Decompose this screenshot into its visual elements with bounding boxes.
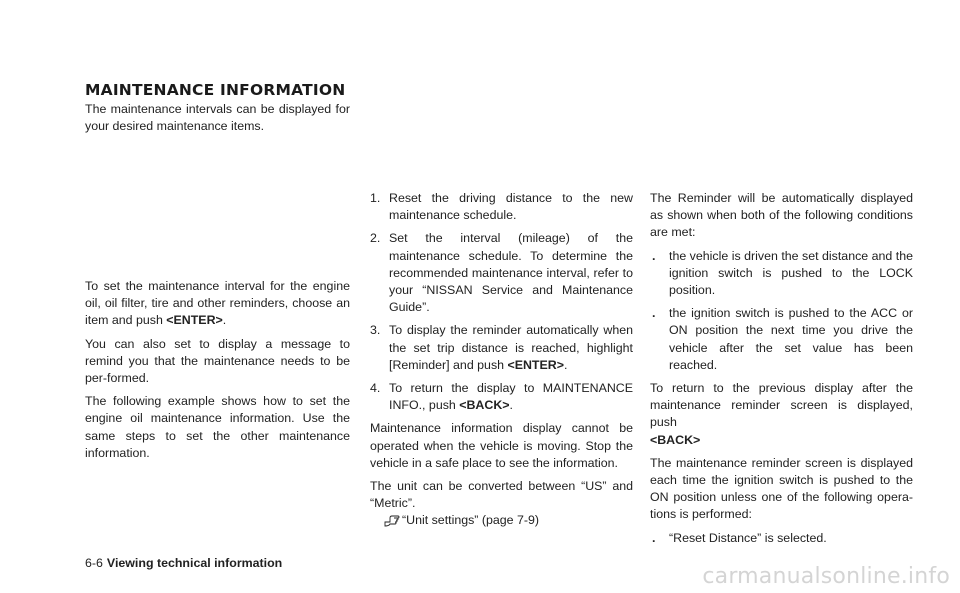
set-interval-text: To set the maintenance interval for the engine oil, oil filter, tire and other reminders, choose an item and push: [85, 279, 350, 328]
step-item: 1. Reset the driving distance to the new maintenance schedule.: [370, 191, 633, 223]
return-paragraph: To return to the previous display after the maintenance reminder screen is displayed, push <BACK>: [650, 381, 913, 447]
pointing-hand-icon: [384, 514, 400, 528]
step-item: 3. To display the reminder automatically when the set trip distance is reached, highlight [Reminder] and push <ENTER>.: [370, 323, 633, 372]
column-3: [650, 190, 913, 553]
section-heading: MAINTENANCE INFORMATION: [85, 81, 346, 99]
moving-restriction-paragraph: Maintenance information display cannot be operated when the vehicle is moving. Stop the vehicle in a safe place to see the information.: [370, 421, 633, 470]
reminder-display-paragraph: The Reminder will be automatically displayed as shown when both of the following conditions are met:: [650, 191, 913, 240]
page-reference-text: “Unit settings” (page 7-9): [402, 513, 540, 528]
watermark: carmanualsonline.info: [702, 564, 950, 589]
step-item: 4. To return the display to MAINTENANCE INFO., push <BACK>.: [370, 381, 633, 413]
intro-paragraph: The maintenance intervals can be displayed for your desired maintenance items.: [85, 102, 350, 134]
example-paragraph: The following example shows how to set the engine oil maintenance information. Use the same steps to set the other maintenance information.: [85, 394, 350, 460]
page-number: 6-6: [85, 556, 103, 570]
steps-list: [370, 190, 633, 414]
step-item: 2. Set the interval (mileage) of the maintenance schedule. To determine the recommended maintenance interval, refer to your “NISSAN Service and Maintenance Guide”.: [370, 231, 633, 315]
enter-key-label: <ENTER>: [507, 357, 564, 372]
unit-conversion-paragraph: The unit can be converted between “US” and “Metric”.: [370, 479, 633, 511]
set-interval-paragraph: To set the maintenance interval for the engine oil, oil filter, tire and other reminders, choose an item and push <ENTER>.: [85, 279, 350, 328]
reminder-message-paragraph: You can also set to display a message to remind you that the maintenance needs to be per-formed.: [85, 336, 350, 386]
enter-key-label: <ENTER>: [166, 313, 223, 328]
reminder-repeat-paragraph: The maintenance reminder screen is displayed each time the ignition switch is pushed to the ON position unless one of the following opera-tions is performed:: [650, 455, 913, 522]
back-key-label: <BACK>: [459, 398, 510, 413]
condition-item: . the vehicle is driven the set distance and the ignition switch is pushed to the LOCK position.: [652, 248, 913, 298]
condition-item: . the ignition switch is pushed to the ACC or ON position the next time you drive the vehicle after the set value has been reached.: [652, 306, 913, 372]
operations-list: [650, 530, 913, 547]
back-key-label: <BACK>: [650, 432, 701, 447]
column-2: [370, 190, 633, 536]
operation-item: . “Reset Distance” is selected.: [652, 530, 827, 545]
column-1-body: [85, 278, 350, 468]
page-reference[interactable]: [370, 512, 633, 529]
chapter-title: Viewing technical information: [106, 556, 283, 570]
page-footer: [85, 556, 282, 570]
column-1: [85, 101, 350, 141]
conditions-list: [650, 248, 913, 374]
